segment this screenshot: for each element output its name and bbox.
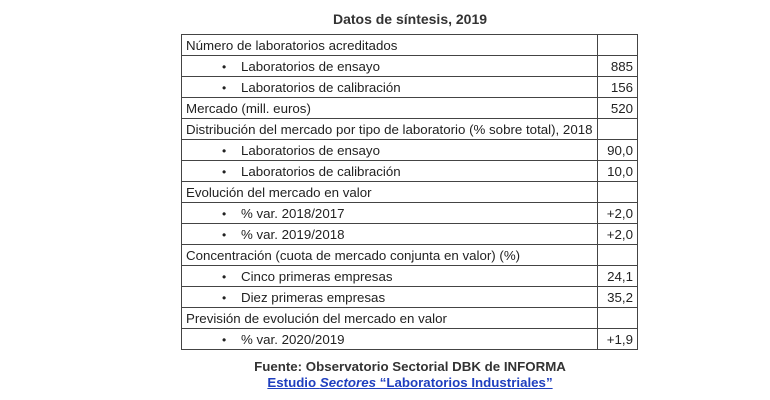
row-label: Laboratorios de calibración — [241, 79, 401, 95]
row-value: 90,0 — [597, 140, 637, 161]
section-label-cell — [182, 245, 598, 266]
section-row — [182, 98, 638, 119]
study-link-suffix[interactable]: “Laboratorios Industriales” — [376, 375, 553, 390]
row-value: 156 — [597, 77, 637, 98]
row-value: 885 — [597, 56, 637, 77]
row-label: Cinco primeras empresas — [241, 268, 393, 284]
bullet-icon: • — [222, 269, 227, 284]
item-label-cell — [182, 161, 598, 182]
item-row — [182, 203, 638, 224]
source-note: Fuente: Observatorio Sectorial DBK de INFORMA — [254, 359, 566, 374]
item-label-cell — [182, 140, 598, 161]
bullet-icon: • — [222, 332, 227, 347]
row-value — [597, 35, 637, 56]
row-label: Número de laboratorios acreditados — [186, 37, 398, 53]
study-link[interactable] — [0, 375, 770, 390]
row-value: +2,0 — [597, 224, 637, 245]
section-label-cell — [182, 98, 598, 119]
row-value: +2,0 — [597, 203, 637, 224]
section-row — [182, 245, 638, 266]
item-row — [182, 77, 638, 98]
row-label: Evolución del mercado en valor — [186, 184, 372, 200]
row-label: Concentración (cuota de mercado conjunta en valor) (%) — [186, 247, 521, 263]
row-value: 35,2 — [597, 287, 637, 308]
item-row — [182, 287, 638, 308]
item-label-cell — [182, 329, 598, 350]
section-label-cell — [182, 35, 598, 56]
table-title: Datos de síntesis, 2019 — [332, 11, 488, 27]
row-value — [597, 119, 637, 140]
item-row — [182, 161, 638, 182]
section-row — [182, 119, 638, 140]
bullet-icon: • — [222, 80, 227, 95]
row-value: 24,1 — [597, 266, 637, 287]
bullet-icon: • — [222, 227, 227, 242]
item-row — [182, 56, 638, 77]
section-row — [182, 182, 638, 203]
row-value — [597, 182, 637, 203]
section-label-cell — [182, 308, 598, 329]
item-label-cell — [182, 56, 598, 77]
row-label: Mercado (mill. euros) — [186, 100, 311, 116]
item-label-cell — [182, 266, 598, 287]
row-label: % var. 2018/2017 — [241, 205, 345, 221]
row-label: Previsión de evolución del mercado en valor — [186, 310, 447, 326]
row-label: Distribución del mercado por tipo de laboratorio (% sobre total), 2018 — [186, 121, 593, 137]
item-label-cell — [182, 224, 598, 245]
study-link-italic[interactable]: Sectores — [319, 375, 377, 390]
item-row — [182, 224, 638, 245]
row-label: % var. 2020/2019 — [241, 331, 345, 347]
item-row — [182, 329, 638, 350]
bullet-icon: • — [222, 143, 227, 158]
bullet-icon: • — [222, 206, 227, 221]
section-row — [182, 308, 638, 329]
row-label: Laboratorios de ensayo — [241, 142, 380, 158]
item-row — [182, 266, 638, 287]
item-label-cell — [182, 287, 598, 308]
row-value — [597, 245, 637, 266]
bullet-icon: • — [222, 290, 227, 305]
row-value — [597, 308, 637, 329]
synthesis-table — [181, 34, 638, 350]
bullet-icon: • — [222, 164, 227, 179]
study-link-prefix[interactable]: Estudio — [267, 375, 320, 390]
item-label-cell — [182, 77, 598, 98]
section-row — [182, 35, 638, 56]
row-value: 520 — [597, 98, 637, 119]
row-label: Laboratorios de calibración — [241, 163, 401, 179]
row-label: Diez primeras empresas — [241, 289, 386, 305]
row-label: % var. 2019/2018 — [241, 226, 345, 242]
row-value: +1,9 — [597, 329, 637, 350]
bullet-icon: • — [222, 59, 227, 74]
section-label-cell — [182, 182, 598, 203]
item-label-cell — [182, 203, 598, 224]
synthesis-table-body — [182, 35, 638, 350]
section-label-cell — [182, 119, 598, 140]
row-label: Laboratorios de ensayo — [241, 58, 380, 74]
item-row — [182, 140, 638, 161]
row-value: 10,0 — [597, 161, 637, 182]
